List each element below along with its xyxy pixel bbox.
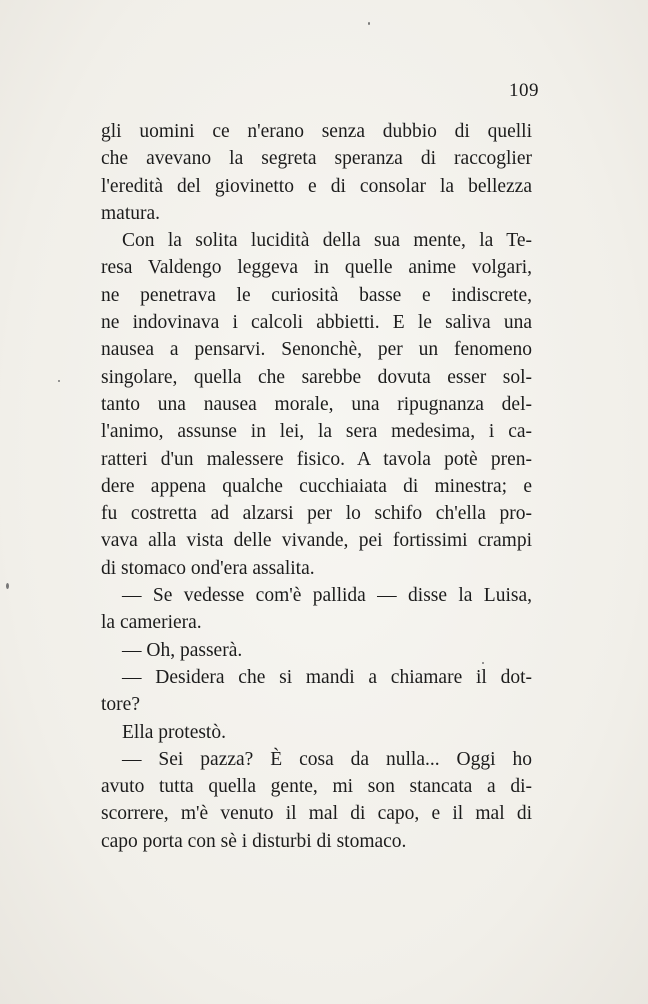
paper-speck [58,380,60,382]
text-line: gli uomini ce n'erano senza dubbio di quelli [101,121,532,142]
text-line: di stomaco ond'era assalita. [101,557,315,579]
text-line: scorrere, m'è venuto il mal di capo, e il mal di [101,803,532,825]
paper-speck [482,662,484,664]
text-line: capo porta con sè i disturbi di stomaco. [101,830,407,852]
page-number: 109 [509,80,539,101]
text-line: dere appena qualche cucchiaiata di minestra; e [101,475,532,497]
text-line: singolare, quella che sarebbe dovuta esser sol- [101,366,532,388]
text-line: fu costretta ad alzarsi per lo schifo ch'ella pro- [101,503,532,525]
text-line: avuto tutta quella gente, mi son stancata a di- [101,776,532,798]
text-line: — Oh, passerà. [122,639,243,661]
paper-speck [368,22,370,25]
text-line: tore? [101,694,140,716]
text-line: l'animo, assunse in lei, la sera medesima, i ca- [101,421,532,443]
text-line: tanto una nausea morale, una ripugnanza del- [101,393,532,415]
text-line: resa Valdengo leggeva in quelle anime volgari, [101,257,532,279]
text-line: ne penetrava le curiosità basse e indiscrete, [101,284,532,306]
text-line: — Se vedesse com'è pallida — disse la Luisa, [122,585,532,607]
text-line: Ella protestò. [122,721,226,743]
text-line: ne indovinava i calcoli abbietti. E le saliva una [101,312,532,334]
text-line: la cameriera. [101,612,202,634]
text-line: vava alla vista delle vivande, pei fortissimi crampi [101,530,532,552]
text-line: matura. [101,202,161,224]
text-line: ratteri d'un malessere fisico. A tavola potè pren- [101,448,532,470]
text-line: — Sei pazza? È cosa da nulla... Oggi ho [122,748,532,770]
text-line: che avevano la segreta speranza di raccoglier [101,148,532,170]
text-line: l'eredità del giovinetto e di consolar la bellezza [101,175,532,197]
paper-speck [6,583,9,589]
text-line: Con la solita lucidità della sua mente, la Te- [122,230,532,252]
text-line: — Desidera che si mandi a chiamare il dot- [122,666,532,688]
body-text [101,118,532,855]
text-line: nausea a pensarvi. Senonchè, per un fenomeno [101,339,532,361]
